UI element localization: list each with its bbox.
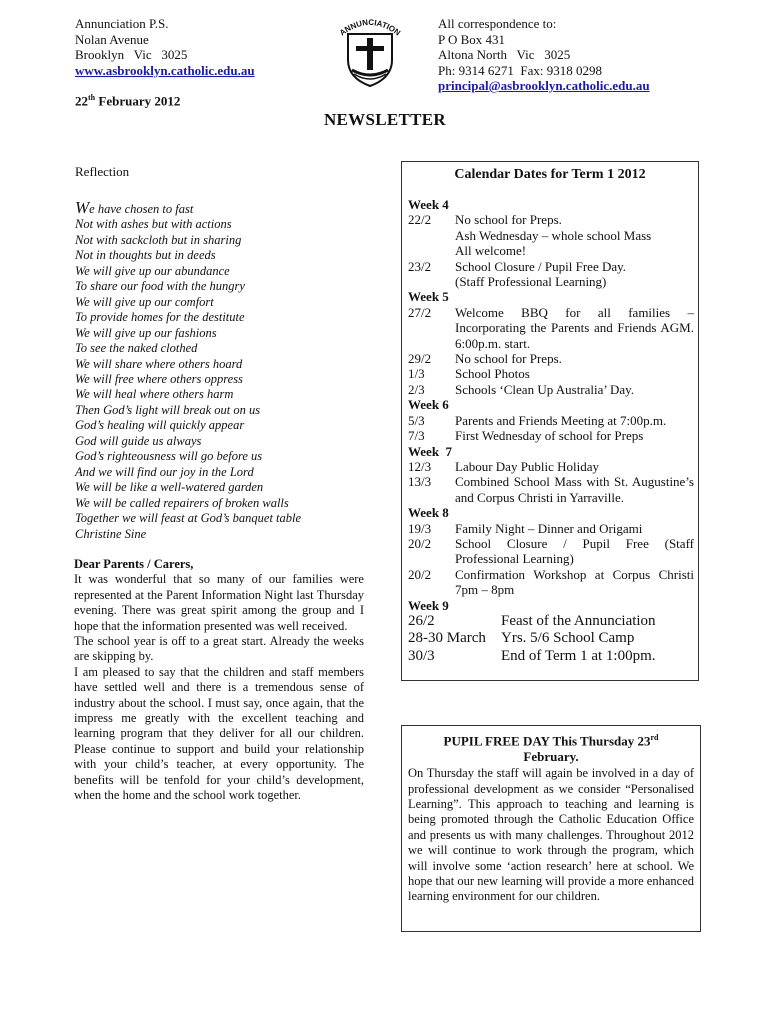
calendar-event [402,366,698,381]
poem-line: We will give up our abundance [75,263,230,278]
calendar-week-label: Week 4 [408,197,449,212]
letter-paragraph: The school year is off to a great start. Already the weeks are skipping by. [74,634,364,664]
calendar-event [402,274,698,289]
poem-line: To see the naked clothed [75,341,198,356]
letter-paragraph: I am pleased to say that the children and staff members have settled well and there is a tremendous sense of industry about the school. I must say, once again, that the impress me greatly with the excellent teaching and learning program that they deliver for all our children. Please continue to support and build your relationship with your child’s teacher, at every opportunity. The benefits will be tenfold for your child’s development, when the home and the school work together. [74,664,364,803]
calendar-event [402,259,698,274]
date-suffix: th [88,93,96,102]
email-link[interactable]: principal@asbrooklyn.catholic.edu.au [438,78,650,93]
calendar-week-label: Week 5 [408,289,449,305]
event-text: School Closure / Pupil Free Day. [455,258,627,274]
calendar-event [402,459,698,474]
calendar-event [402,243,698,258]
calendar-event [402,521,698,536]
event-text: End of Term 1 at 1:00pm. [501,647,656,664]
pupil-free-day-box [401,725,701,932]
calendar-event [402,351,698,366]
event-date: 27/2 [408,304,432,320]
calendar-list [402,197,727,665]
school-name: Annunciation P.S. [75,16,169,31]
poem-line: To share our food with the hungry [75,279,245,294]
poem-line: We will be called repairers of broken walls [75,495,289,510]
pupil-free-day-title [408,730,694,764]
event-text: First Wednesday of school for Preps [455,428,644,444]
svg-text:ANNUNCIATION: ANNUNCIATION [337,17,403,38]
event-date [408,274,455,289]
calendar-event [402,536,698,567]
letter-paragraph: It was wonderful that so many of our families were represented at the Parent Information Night last Thursday evening. There was great spirit among the group and I hope that the information presented was well received. [74,572,364,633]
reflection-poem [75,200,375,542]
poem-line: And we will find our joy in the Lord [75,464,254,479]
event-text: All welcome! [455,243,527,259]
calendar-week-label: Week 8 [408,505,449,521]
calendar-event [402,228,698,243]
event-date: 23/2 [408,258,432,274]
calendar-event [402,382,698,397]
date-day: 22 [75,93,88,109]
pfd-title-month: February. [523,748,579,764]
poem-first-line [75,200,375,217]
newsletter-date [75,93,180,109]
poem-line: We will give up our comfort [75,294,214,309]
event-text: Schools ‘Clean Up Australia’ Day. [455,381,635,397]
letter-greeting: Dear Parents / Carers, [74,557,194,571]
calendar-title: Calendar Dates for Term 1 2012 [454,167,646,182]
event-text: No school for Preps. [455,212,562,228]
correspondence-label: All correspondence to: [438,16,557,31]
event-date: 7/3 [408,428,425,444]
date-month-year: February 2012 [95,93,181,109]
event-date [408,228,455,243]
calendar-event [402,474,698,505]
event-text: School Photos [455,366,530,382]
poem-line: Together we will feast at God’s banquet table [75,511,302,526]
calendar-dates-box [401,161,727,681]
reflection-label: Reflection [75,164,130,179]
poem-line: We will heal where others harm [75,387,234,402]
event-text: Parents and Friends Meeting at 7:00p.m. [455,412,667,428]
event-text: (Staff Professional Learning) [455,274,607,290]
correspondence-block [438,16,738,94]
street-address: Nolan Avenue [75,31,149,47]
poem-line: Christine Sine [75,526,147,541]
poem-line: God’s healing will quickly appear [75,418,245,433]
pfd-title-sup: rd [650,733,659,742]
page-title: NEWSLETTER [323,110,447,129]
event-text: Family Night – Dinner and Origami [455,520,643,536]
event-date: 28-30 March [408,630,486,647]
event-date: 13/3 [408,474,432,490]
poem-line: To provide homes for the destitute [75,310,245,325]
event-date: 2/3 [408,381,425,397]
school-address-block [75,16,335,78]
po-box: P O Box 431 [438,31,506,47]
calendar-event [402,413,698,428]
poem-line: We will free where others oppress [75,371,243,386]
poem-line: Not in thoughts but in deeds [75,248,216,263]
event-text: Combined School Mass with St. Augustine’s and Corpus Christi in Yarraville. [455,474,698,505]
poem-line: Not with sackcloth but in sharing [75,232,242,247]
calendar-event [402,212,698,227]
event-text: Yrs. 5/6 School Camp [501,630,635,647]
principal-letter [74,557,364,804]
event-date: 20/2 [408,566,432,582]
event-date: 5/3 [408,412,425,428]
postal-suburb: Altona North Vic 3025 [438,47,571,62]
school-crest-logo [334,14,406,90]
event-text: Labour Day Public Holiday [455,458,600,474]
poem-line: We will be like a well-watered garden [75,480,264,495]
calendar-event [402,304,727,351]
event-date [408,243,455,258]
calendar-event [402,613,698,631]
poem-line: Not with ashes but with actions [75,217,232,232]
phone-fax: Ph: 9314 6271 Fax: 9318 0298 [438,62,602,78]
event-text: Confirmation Workshop at Corpus Christi 7pm – 8pm [455,566,698,598]
event-date: 19/3 [408,520,432,536]
calendar-event [402,567,698,598]
poem-line: God will guide us always [75,433,202,448]
event-text: Feast of the Annunciation [501,612,656,629]
pupil-free-day-body: On Thursday the staff will again be involved in a day of professional development as we consider “Personalised Learning”. This approach to teaching and learning is being promoted through the Catholic Education Office and presents us with many challenges. Throughout 2012 we will continue to work through the program, which will involve some ‘action research’ here at school. We hope that our new learning will provide a more enhanced learning environment for our children. [408,766,694,904]
event-text: No school for Preps. [455,351,562,367]
website-link[interactable]: www.asbrooklyn.catholic.edu.au [75,62,255,78]
event-text: Welcome BBQ for all families – Incorporating the Parents and Friends AGM. 6:00p.m. start. [455,304,727,351]
event-date: 22/2 [408,212,432,228]
calendar-week-label: Week 7 [408,443,453,459]
event-date: 29/2 [408,351,432,367]
poem-first-line-rest: e have chosen to fast [89,202,194,216]
pfd-title-text: PUPIL FREE DAY This Thursday 23 [443,733,651,749]
event-text: Ash Wednesday – whole school Mass [455,227,652,243]
event-date: 20/2 [408,535,432,551]
calendar-week-label: Week 9 [408,597,449,613]
calendar-event [402,428,698,443]
poem-initial: W [75,198,90,217]
event-text: School Closure / Pupil Free (Staff Professional Learning) [455,535,698,567]
event-date: 30/3 [408,647,435,664]
poem-line: God’s righteousness will go before us [75,449,263,464]
poem-line: We will share where others hoard [75,356,243,371]
poem-line: Then God’s light will break out on us [75,402,261,417]
suburb-line: Brooklyn Vic 3025 [75,47,188,62]
calendar-event [402,630,698,648]
calendar-event [402,648,698,666]
event-date: 12/3 [408,458,432,474]
poem-line: We will give up our fashions [75,325,217,340]
event-date: 1/3 [408,366,425,382]
event-date: 26/2 [408,612,435,629]
calendar-week-label: Week 6 [408,397,449,413]
